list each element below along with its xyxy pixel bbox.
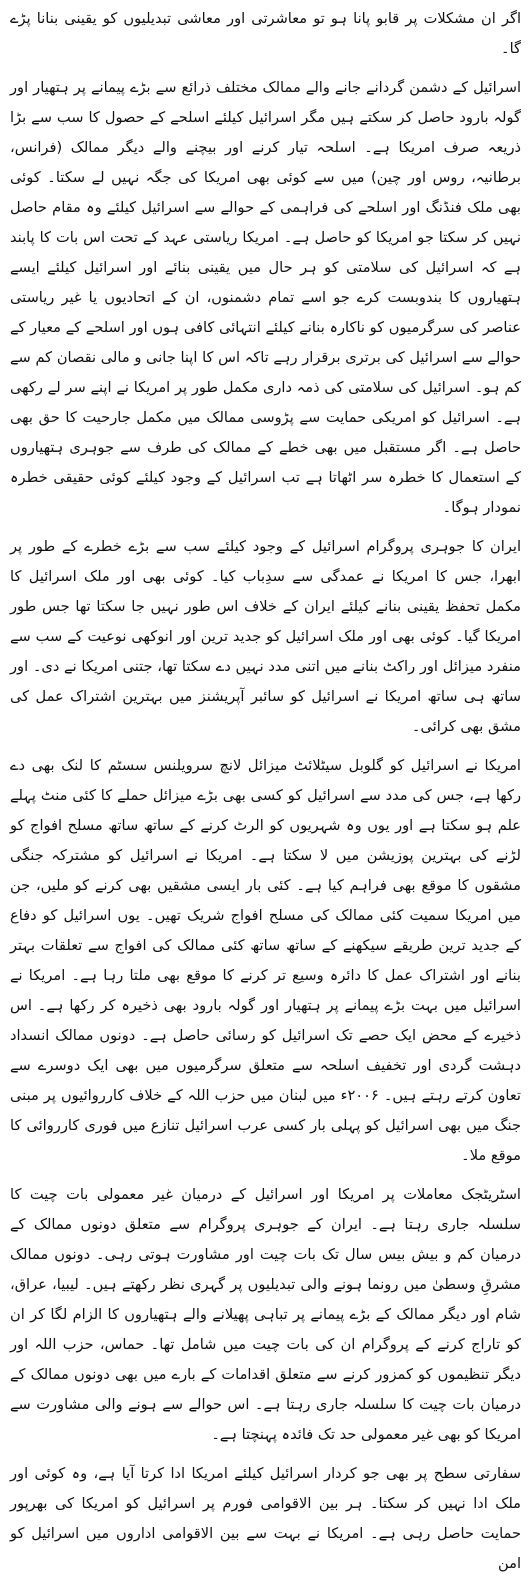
article-paragraph: سفارتی سطح پر بھی جو کردار اسرائیل کیلئے امریکا ادا کرتا آیا ہے، وہ کوئی اور ملک ادا نہیں کر سکتا۔ ہر بین الاقوامی فورم پر اسرائیل کو امریکا کی بھرپور حمایت حاصل رہی ہے۔ امریکا نے بہت سے بین الاقوامی اداروں میں اسرائیل کو امن [10, 1465, 521, 1572]
article-paragraph: اسٹریٹجک معاملات پر امریکا اور اسرائیل کے درمیان غیر معمولی بات چیت کا سلسلہ جاری رہتا ہے۔ ایران کے جوہری پروگرام سے متعلق دونوں ممالک کے درمیان کم و بیش بیس سال تک بات چیت اور مشاورت ہوتی رہی۔ دونوں ممالک مشرقِ وسطیٰ میں رونما ہونے والی تبدیلیوں پر گہری نظر رکھتے ہیں۔ لیبیا، عراق، شام اور دیگر ممالک کے بڑے پیمانے پر تباہی پھیلانے والے ہتھیاروں کا الزام لگا کر ان کو تاراج کرنے کے پروگرام ان کی بات چیت میں شامل تھا۔ حماس، حزب اللہ اور دیگر تنظیموں کو کمزور کرنے سے متعلق اقدامات کے بارے میں بھی دونوں ممالک کے درمیان بات چیت کا سلسلہ جاری رہتا ہے۔ اس حوالے سے ہونے والی مشاورت سے امریکا کو بھی غیر معمولی حد تک فائدہ پہنچتا ہے۔ [10, 1186, 521, 1443]
article-paragraph: ایران کا جوہری پروگرام اسرائیل کے وجود کیلئے سب سے بڑے خطرے کے طور پر ابھرا، جس کا امریکا نے عمدگی سے سدِباب کیا۔ کوئی بھی اور ملک اسرائیل کا مکمل تحفظ یقینی بنانے کیلئے ایران کے خلاف اس طور نہیں جا سکتا تھا جس طور امریکا گیا۔ کوئی بھی اور ملک اسرائیل کو جدید ترین اور انوکھی نوعیت کے سب سے منفرد میزائل اور راکٹ بنانے میں اتنی مدد نہیں دے سکتا تھا، جتنی امریکا نے دی۔ اور ساتھ ہی ساتھ امریکا نے اسرائیل کو سائبر آپریشنز میں بہترین اشتراک عمل کی مشق بھی کرائی۔ [10, 538, 521, 735]
article-paragraph: امریکا نے اسرائیل کو گلوبل سیٹلائٹ میزائل لانچ سرویلنس سسٹم کا لنک بھی دے رکھا ہے، جس کی مدد سے اسرائیل کو کسی بھی بڑے میزائل حملے کا کئی منٹ پہلے علم ہو سکتا ہے اور یوں وہ شہریوں کو الرٹ کرنے کے ساتھ ساتھ مسلح افواج کو لڑنے کی بہترین پوزیشن میں لا سکتا ہے۔ امریکا نے اسرائیل کو مشترکہ جنگی مشقوں کا موقع بھی فراہم کیا ہے۔ کئی بار ایسی مشقیں بھی کرنے کو ملیں، جن میں امریکا سمیت کئی ممالک کی مسلح افواج شریک تھیں۔ یوں اسرائیل کو دفاع کے جدید ترین طریقے سیکھنے کے ساتھ ساتھ کئی ممالک کی افواج سے تعلقات بہتر بنانے اور اشتراک عمل کا دائرہ وسیع تر کرنے کا موقع بھی ملتا رہا ہے۔ امریکا نے اسرائیل میں بہت بڑے پیمانے پر ہتھیار اور گولہ بارود بھی ذخیرہ کر رکھا ہے۔ اس ذخیرے کے محض ایک حصے تک اسرائیل کو رسائی حاصل ہے۔ دونوں ممالک انسداد دہشت گردی اور تخفیف اسلحہ سے متعلق سرگرمیوں میں بھی ایک دوسرے سے تعاون کرتے رہتے ہیں۔ ۲۰۰۶ء میں لبنان میں حزب اللہ کے خلاف کارروائیوں پر مبنی جنگ میں بھی اسرائیل کو پہلی بار کسی عرب اسرائیل تنازع میں فوری کارروائی کا موقع ملا۔ [10, 757, 521, 1164]
article-paragraph: اسرائیل کے دشمن گردانے جانے والے ممالک مختلف ذرائع سے بڑے پیمانے پر ہتھیار اور گولہ بارود حاصل کر سکتے ہیں مگر اسرائیل کیلئے اسلحے کے حصول کا سب سے بڑا ذریعہ صرف امریکا ہے۔ اسلحہ تیار کرنے اور بیچنے والے دیگر ممالک (فرانس، برطانیہ، روس اور چین) میں سے کوئی بھی امریکا کی جگہ نہیں لے سکتا۔ کوئی بھی ملک فنڈنگ اور اسلحے کی فراہمی کے حوالے سے اسرائیل کیلئے وہ مقام حاصل نہیں کر سکتا جو امریکا کو حاصل ہے۔ امریکا ریاستی عہد کے تحت اس بات کا پابند ہے کہ اسرائیل کی سلامتی کو ہر حال میں یقینی بنائے اور اسرائیل کیلئے ایسے ہتھیاروں کا بندوبست کرے جو اسے تمام دشمنوں، ان کے اتحادیوں یا غیر ریاستی عناصر کی سرگرمیوں کو ناکارہ بنانے کیلئے انتہائی کافی ہوں اور اسلحے کے معیار کے حوالے سے اسرائیل کی برتری برقرار رہے تاکہ اس کا اپنا جانی و مالی نقصان کم سے کم ہو۔ اسرائیل کی سلامتی کی ذمہ داری مکمل طور پر امریکا نے اپنے سر لے رکھی ہے۔ اسرائیل کو امریکی حمایت سے پڑوسی ممالک میں مکمل جارحیت کا حق بھی حاصل ہے۔ اگر مستقبل میں بھی خطے کے ممالک کی طرف سے جوہری ہتھیاروں کے استعمال کا خطرہ سر اٹھاتا ہے تب اسرائیل کے وجود کیلئے کوئی حقیقی خطرہ نمودار ہوگا۔ [10, 79, 521, 516]
article-paragraph: اگر ان مشکلات پر قابو پانا ہو تو معاشرتی اور معاشی تبدیلیوں کو یقینی بنانا پڑے گا۔ [10, 10, 521, 57]
